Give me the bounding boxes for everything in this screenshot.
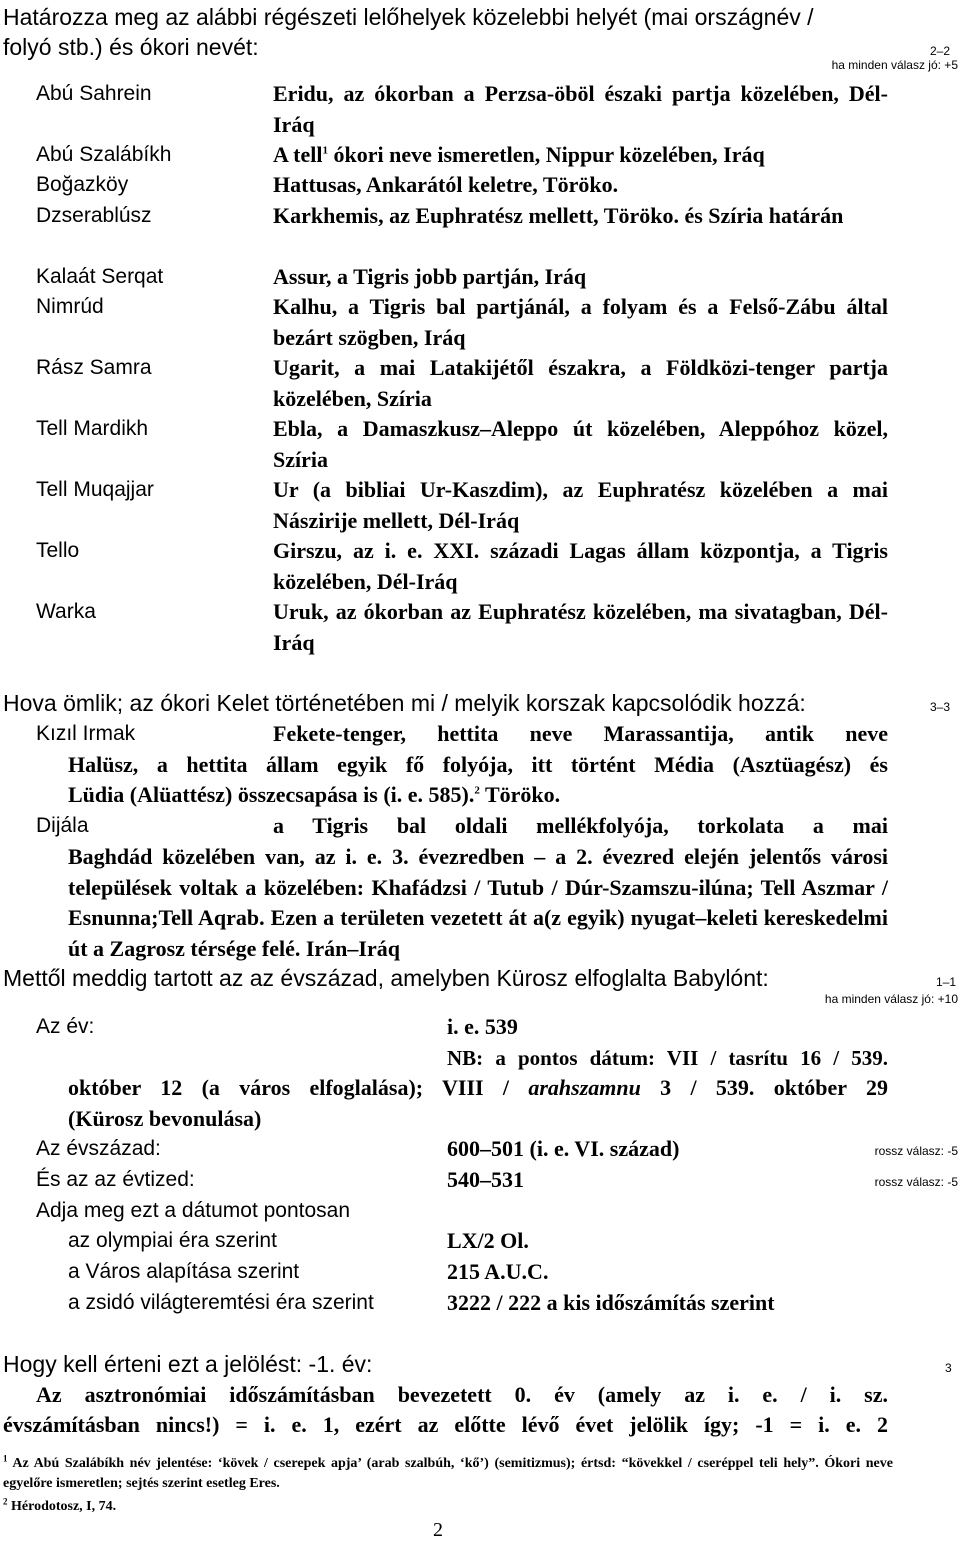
page-number: 2 bbox=[433, 1519, 443, 1541]
nb-line3: (Kürosz bevonulása) bbox=[68, 1106, 262, 1131]
nb-line1 bbox=[447, 1043, 888, 1074]
question-1-line1: Határozza meg az alábbi régészeti lelőhelyek közelebbi helyét (mai országnév / bbox=[3, 4, 814, 30]
auc-label: a Város alapítása szerint bbox=[68, 1260, 300, 1283]
footnote-1 bbox=[3, 1454, 893, 1494]
river1-answer-line3-pre: Lüdia (Alüattész) összecsapása is (i. e. 585). bbox=[68, 782, 475, 807]
answer-nimrud bbox=[273, 292, 888, 353]
site-tello: Tello bbox=[36, 539, 80, 562]
river-dijala: Dijála bbox=[36, 814, 89, 837]
site-abu-sahrein: Abú Sahrein bbox=[36, 82, 152, 105]
footnote-1-number: 1 bbox=[3, 1453, 8, 1464]
decade-label: És az az évtized: bbox=[36, 1168, 195, 1191]
answer-abu-szalabikh-pre: A tell bbox=[273, 142, 323, 167]
site-kalaat-serqat: Kalaát Serqat bbox=[36, 265, 164, 288]
site-rasz-samra: Rász Samra bbox=[36, 356, 152, 379]
footnote-1-text: Az Abú Szalábíkh név jelentése: ‘kövek / cserepek apja’ (arab szalbúh, ‘kő’) (semitizmus); értsd: “kövekkel / cseréppel teli hely”. Ókori neve egyelőre ismeretlen; sejtés szerint esetleg Eres. bbox=[3, 1456, 893, 1491]
decade-value: 540–531 bbox=[447, 1167, 524, 1192]
bonus-1: ha minden válasz jó: +5 bbox=[831, 58, 958, 72]
points-4: 3 bbox=[945, 1361, 952, 1375]
century-penalty: rossz válasz: -5 bbox=[874, 1144, 958, 1158]
nb-line1-text: NB: a pontos dátum: VII / tasrítu 16 / 539. bbox=[447, 1046, 888, 1070]
nb-line2-pre: október 12 (a város elfoglalása); VIII / bbox=[68, 1075, 529, 1100]
river2-answer-line1: a Tigris bal oldali mellékfolyója, torkolata a mai bbox=[273, 813, 888, 838]
answer-bogazkoy: Hattusas, Ankarától keletre, Töröko. bbox=[273, 172, 619, 197]
answer-tello bbox=[273, 536, 888, 597]
answer-rasz-samra bbox=[273, 353, 888, 414]
nb-line2-italic: arahszamnu bbox=[528, 1075, 641, 1100]
nb-line2-post: 3 / 539. október 29 bbox=[640, 1075, 888, 1100]
bonus-3: ha minden válasz jó: +10 bbox=[824, 992, 958, 1006]
century-value: 600–501 (i. e. VI. század) bbox=[447, 1136, 680, 1161]
year-label: Az év: bbox=[36, 1015, 95, 1038]
site-tell-mardikh: Tell Mardikh bbox=[36, 417, 149, 440]
river-kizil-irmak: Kızıl Irmak bbox=[36, 722, 136, 745]
river1-answer-line1: Fekete-tenger, hettita neve Marassantija, antik neve bbox=[273, 721, 888, 746]
answer-tello-text: Girszu, az i. e. XXI. századi Lagas állam központja, a Tigris közelében, Dél-Iráq bbox=[273, 538, 888, 594]
site-nimrud: Nimrúd bbox=[36, 295, 104, 318]
precise-label: Adja meg ezt a dátumot pontosan bbox=[36, 1199, 351, 1222]
site-dzserablusz: Dzserablúsz bbox=[36, 204, 152, 227]
answer-4-line2: évszámításban nincs!) = i. e. 1, ezért az előtte lévő évet jelölik így; -1 = i. e. 2 bbox=[3, 1412, 888, 1437]
site-tell-muqajjar: Tell Muqajjar bbox=[36, 478, 154, 501]
answer-warka bbox=[273, 597, 888, 658]
footnote-ref-1: 1 bbox=[322, 144, 328, 157]
answer-tell-muqajjar bbox=[273, 475, 888, 536]
points-2: 3–3 bbox=[930, 700, 951, 714]
answer-kalaat-serqat: Assur, a Tigris jobb partján, Iráq bbox=[273, 264, 587, 289]
river2-answer-rest: Baghdád közelében van, az i. e. 3. évezredben – a 2. évezred elején jelentős városi települések voltak a közelében: Khafádzsi / Tutub / Dúr-Szamszu-ilúna; Tell Aszmar / Esnunna;Tell Aqrab. Ezen a területen vezetett át a(z egyik) nyugat–keleti kereskedelmi út a Zagrosz térsége felé. Irán–Iráq bbox=[68, 844, 888, 961]
river1-answer-line2: Halüsz, a hettita állam egyik fő folyója, itt történt Média (Asztüagész) és bbox=[68, 752, 888, 777]
footnote-2-number: 2 bbox=[3, 1496, 8, 1507]
question-1-line2: folyó stb.) és ókori nevét: bbox=[3, 34, 259, 60]
answer-tell-mardikh bbox=[273, 414, 888, 475]
jewish-value: 3222 / 222 a kis időszámítás szerint bbox=[447, 1290, 775, 1315]
answer-rasz-samra-text: Ugarit, a mai Latakijétől északra, a Földközi-tenger partja közelében, Szíria bbox=[273, 355, 888, 411]
answer-abu-sahrein bbox=[273, 79, 888, 140]
footnote-2-text: Hérodotosz, I, 74. bbox=[11, 1499, 117, 1514]
answer-4-line1: Az asztronómiai időszámításban bevezetett 0. év (amely az i. e. / i. sz. bbox=[36, 1382, 888, 1407]
olympic-label: az olympiai éra szerint bbox=[68, 1229, 277, 1252]
answer-dzserablusz-text: Karkhemis, az Euphratész mellett, Töröko. és Szíria határán bbox=[273, 203, 844, 228]
answer-tell-muqajjar-text: Ur (a bibliai Ur-Kaszdim), az Euphratész közelében a mai Nászirije mellett, Dél-Iráq bbox=[273, 477, 888, 533]
site-abu-szalabikh: Abú Szalábíkh bbox=[36, 143, 172, 166]
answer-warka-text: Uruk, az ókorban az Euphratész közelében, ma sivatagban, Dél-Iráq bbox=[273, 599, 888, 655]
answer-abu-sahrein-text: Eridu, az ókorban a Perzsa-öböl északi partja közelében, Dél-Iráq bbox=[273, 81, 888, 137]
answer-abu-szalabikh-post: ókori neve ismeretlen, Nippur közelében, Iráq bbox=[328, 142, 765, 167]
nb-line2 bbox=[68, 1073, 888, 1104]
river1-answer-line3 bbox=[68, 780, 888, 811]
answer-tell-mardikh-text: Ebla, a Damaszkusz–Aleppo út közelében, Aleppóhoz közel, Szíria bbox=[273, 416, 888, 472]
auc-value: 215 A.U.C. bbox=[447, 1259, 549, 1284]
points-1: 2–2 bbox=[930, 44, 951, 58]
points-3: 1–1 bbox=[936, 975, 957, 989]
century-label: Az évszázad: bbox=[36, 1137, 161, 1160]
answer-abu-szalabikh bbox=[273, 140, 913, 171]
site-bogazkoy: Boğazköy bbox=[36, 173, 129, 196]
site-warka: Warka bbox=[36, 600, 96, 623]
river1-answer-line3-post: Töröko. bbox=[479, 782, 561, 807]
olympic-value: LX/2 Ol. bbox=[447, 1228, 529, 1253]
answer-dzserablusz bbox=[273, 201, 888, 232]
year-value: i. e. 539 bbox=[447, 1014, 518, 1039]
footnote-ref-2: 2 bbox=[474, 784, 480, 797]
footnote-2 bbox=[3, 1497, 116, 1517]
question-2: Hova ömlik; az ókori Kelet történetében mi / melyik korszak kapcsolódik hozzá: bbox=[3, 690, 806, 716]
answer-nimrud-text: Kalhu, a Tigris bal partjánál, a folyam és a Felső-Zábu által bezárt szögben, Iráq bbox=[273, 294, 888, 350]
question-3: Mettől meddig tartott az az évszázad, amelyben Kürosz elfoglalta Babylónt: bbox=[3, 965, 769, 991]
jewish-label: a zsidó világteremtési éra szerint bbox=[68, 1291, 374, 1314]
decade-penalty: rossz válasz: -5 bbox=[874, 1175, 958, 1189]
question-4: Hogy kell érteni ezt a jelölést: -1. év: bbox=[3, 1351, 373, 1377]
